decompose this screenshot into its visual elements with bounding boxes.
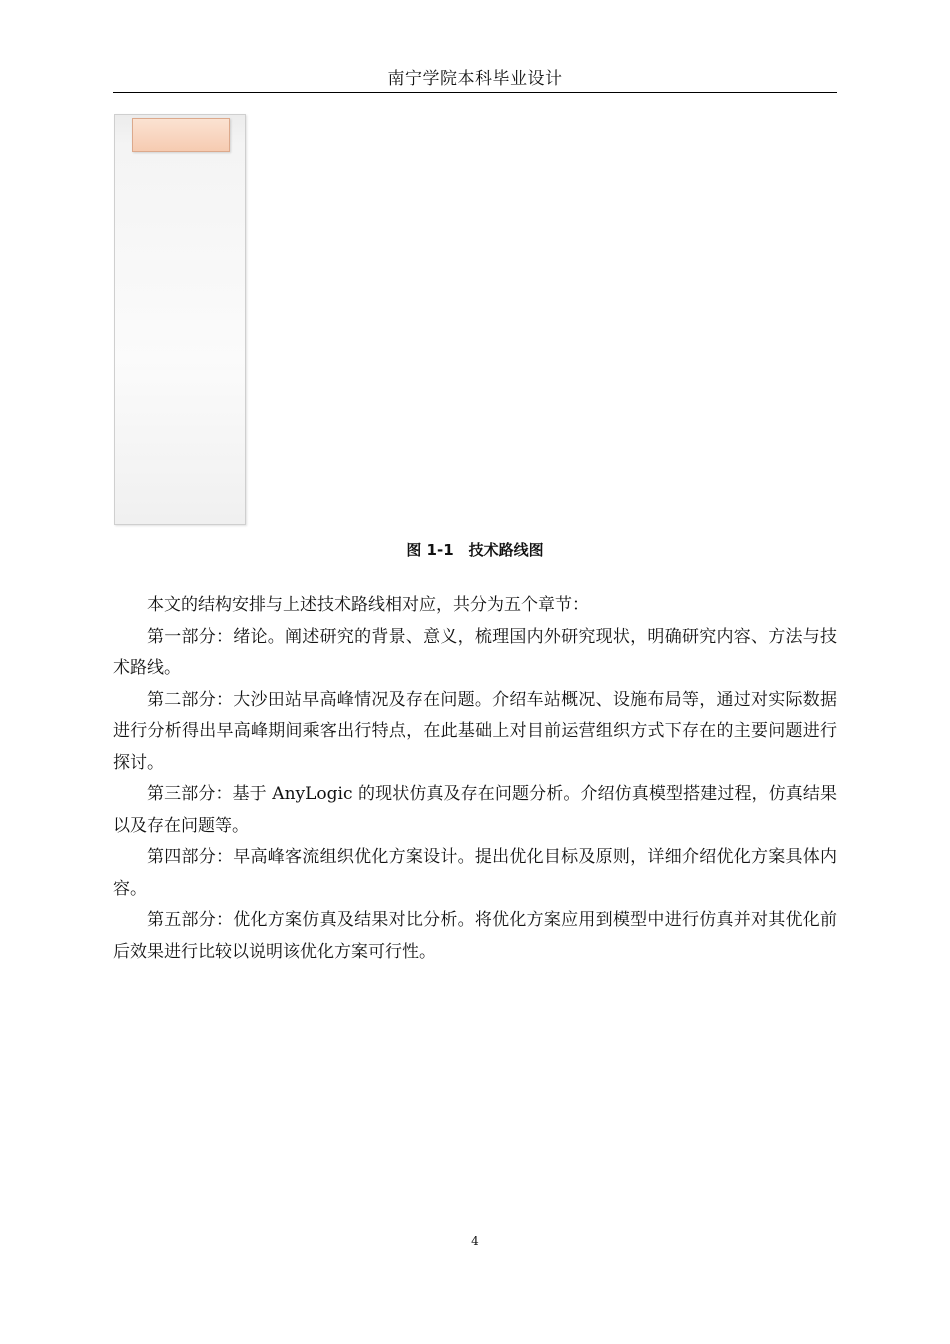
paragraph-part-one: 第一部分：绪论。阐述研究的背景、意义，梳理国内外研究现状，明确研究内容、方法与技术路线。 [113,626,837,678]
body-text [113,590,837,968]
paragraph-part-four: 第四部分：早高峰客流组织优化方案设计。提出优化目标及原则，详细介绍优化方案具体内容。 [113,847,837,899]
paragraph-structure-intro: 本文的结构安排与上述技术路线相对应，共分为五个章节： [147,595,589,615]
header-rule [113,92,837,93]
page-header-title: 南宁学院本科毕业设计 [387,69,563,89]
paragraph-part-three: 第三部分：基于 AnyLogic 的现状仿真及存在问题分析。介绍仿真模型搭建过程，仿真结果以及存在问题等。 [113,784,837,836]
figure-flow-box [132,118,230,152]
page-number: 4 [471,1234,479,1248]
paragraph-part-five: 第五部分：优化方案仿真及结果对比分析。将优化方案应用到模型中进行仿真并对其优化前后效果进行比较以说明该优化方案可行性。 [113,910,837,962]
figure-caption: 图 1-1 技术路线图 [406,541,544,559]
technical-route-figure [114,114,246,525]
paragraph-part-two: 第二部分：大沙田站早高峰情况及存在问题。介绍车站概况、设施布局等，通过对实际数据进行分析得出早高峰期间乘客出行特点，在此基础上对目前运营组织方式下存在的主要问题进行探讨。 [113,689,837,773]
